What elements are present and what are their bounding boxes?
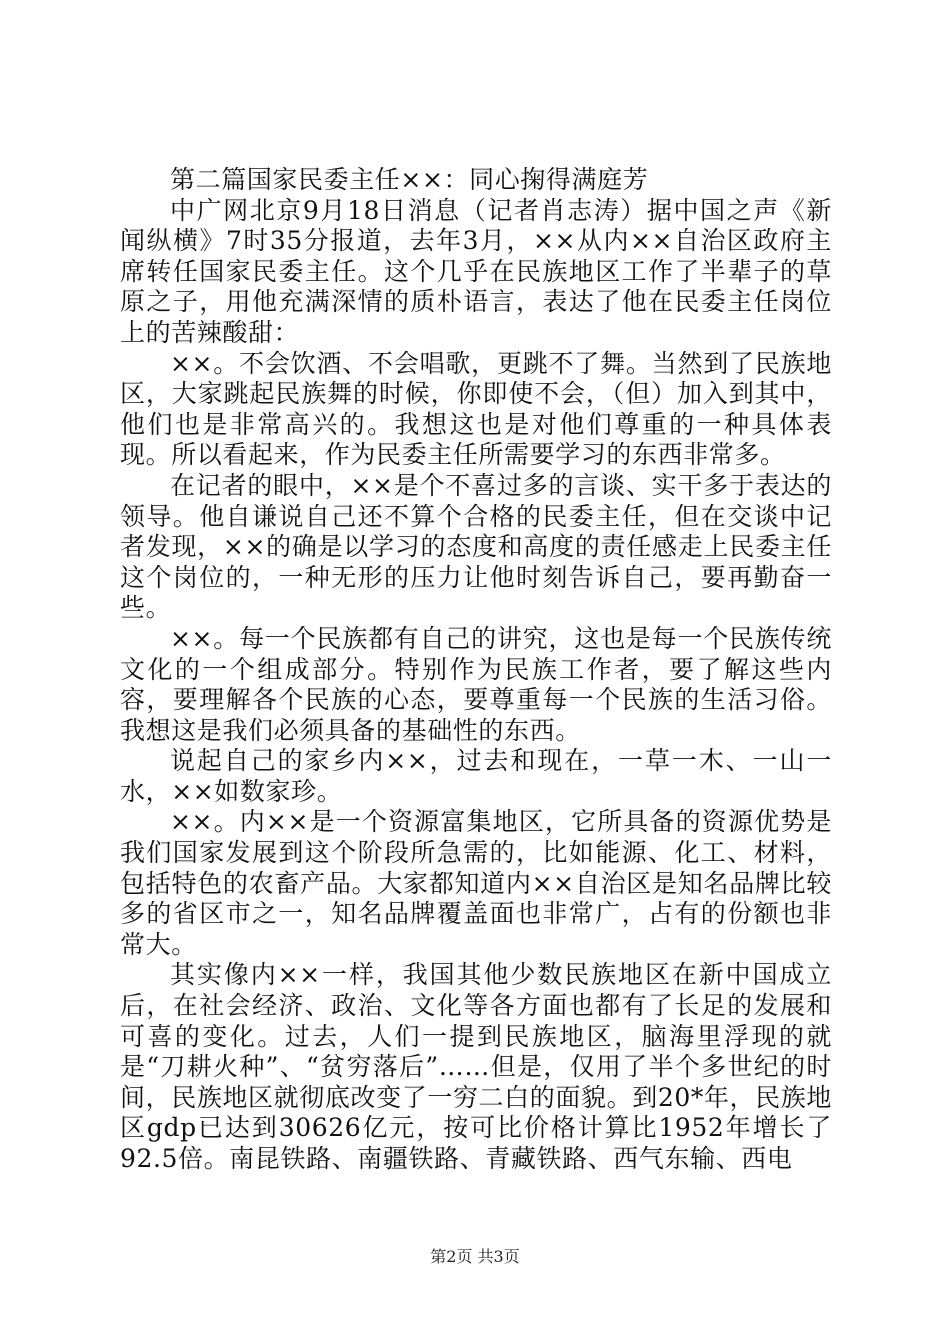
paragraph-1: 中广网北京9月18日消息（记者肖志涛）据中国之声《新闻纵横》7时35分报道，去年3月，××从内××自治区政府主席转任国家民委主任。这个几乎在民族地区工作了半辈子的草原之子，用他充满深情的质朴语言，表达了他在民委主任岗位上的苦辣酸甜： — [120, 195, 832, 347]
paragraph-7: 其实像内××一样，我国其他少数民族地区在新中国成立后，在社会经济、政治、文化等各方面也都有了长足的发展和可喜的变化。过去，人们一提到民族地区，脑海里浮现的就是“刀耕火种”、“贫穷落后”……但是，仅用了半个多世纪的时间，民族地区就彻底改变了一穷二白的面貌。到20*年，民族地区gdp已达到30626亿元，按可比价格计算比1952年增长了92.5倍。南昆铁路、南疆铁路、青藏铁路、西气东输、西电 — [120, 960, 832, 1173]
document-title: 第二篇国家民委主任××：同心掬得满庭芳 — [170, 165, 649, 194]
paragraph-3: 在记者的眼中，××是个不喜过多的言谈、实干多于表达的领导。他自谦说自己还不算个合格的民委主任，但在交谈中记者发现，××的确是以学习的态度和高度的责任感走上民委主任这个岗位的，一种无形的压力让他时刻告诉自己，要再勤奋一些。 — [120, 470, 832, 623]
page-footer: 第2页 共3页 — [430, 1247, 520, 1266]
paragraph-2: ××。不会饮酒、不会唱歌，更跳不了舞。当然到了民族地区，大家跳起民族舞的时候，你即使不会，（但）加入到其中，他们也是非常高兴的。我想这也是对他们尊重的一种具体表现。所以看起来，作为民委主任所需要学习的东西非常多。 — [120, 348, 832, 470]
document-body — [120, 165, 832, 1175]
paragraph-4: ××。每一个民族都有自己的讲究，这也是每一个民族传统文化的一个组成部分。特别作为民族工作者，要了解这些内容，要理解各个民族的心态，要尊重每一个民族的生活习俗。我想这是我们必须具备的基础性的东西。 — [120, 623, 832, 745]
paragraph-5: 说起自己的家乡内××，过去和现在，一草一木、一山一水，××如数家珍。 — [120, 746, 832, 806]
paragraph-6: ××。内××是一个资源富集地区，它所具备的资源优势是我们国家发展到这个阶段所急需的，比如能源、化工、材料，包括特色的农畜产品。大家都知道内××自治区是知名品牌比较多的省区市之一，知名品牌覆盖面也非常广，占有的份额也非常大。 — [120, 807, 832, 959]
